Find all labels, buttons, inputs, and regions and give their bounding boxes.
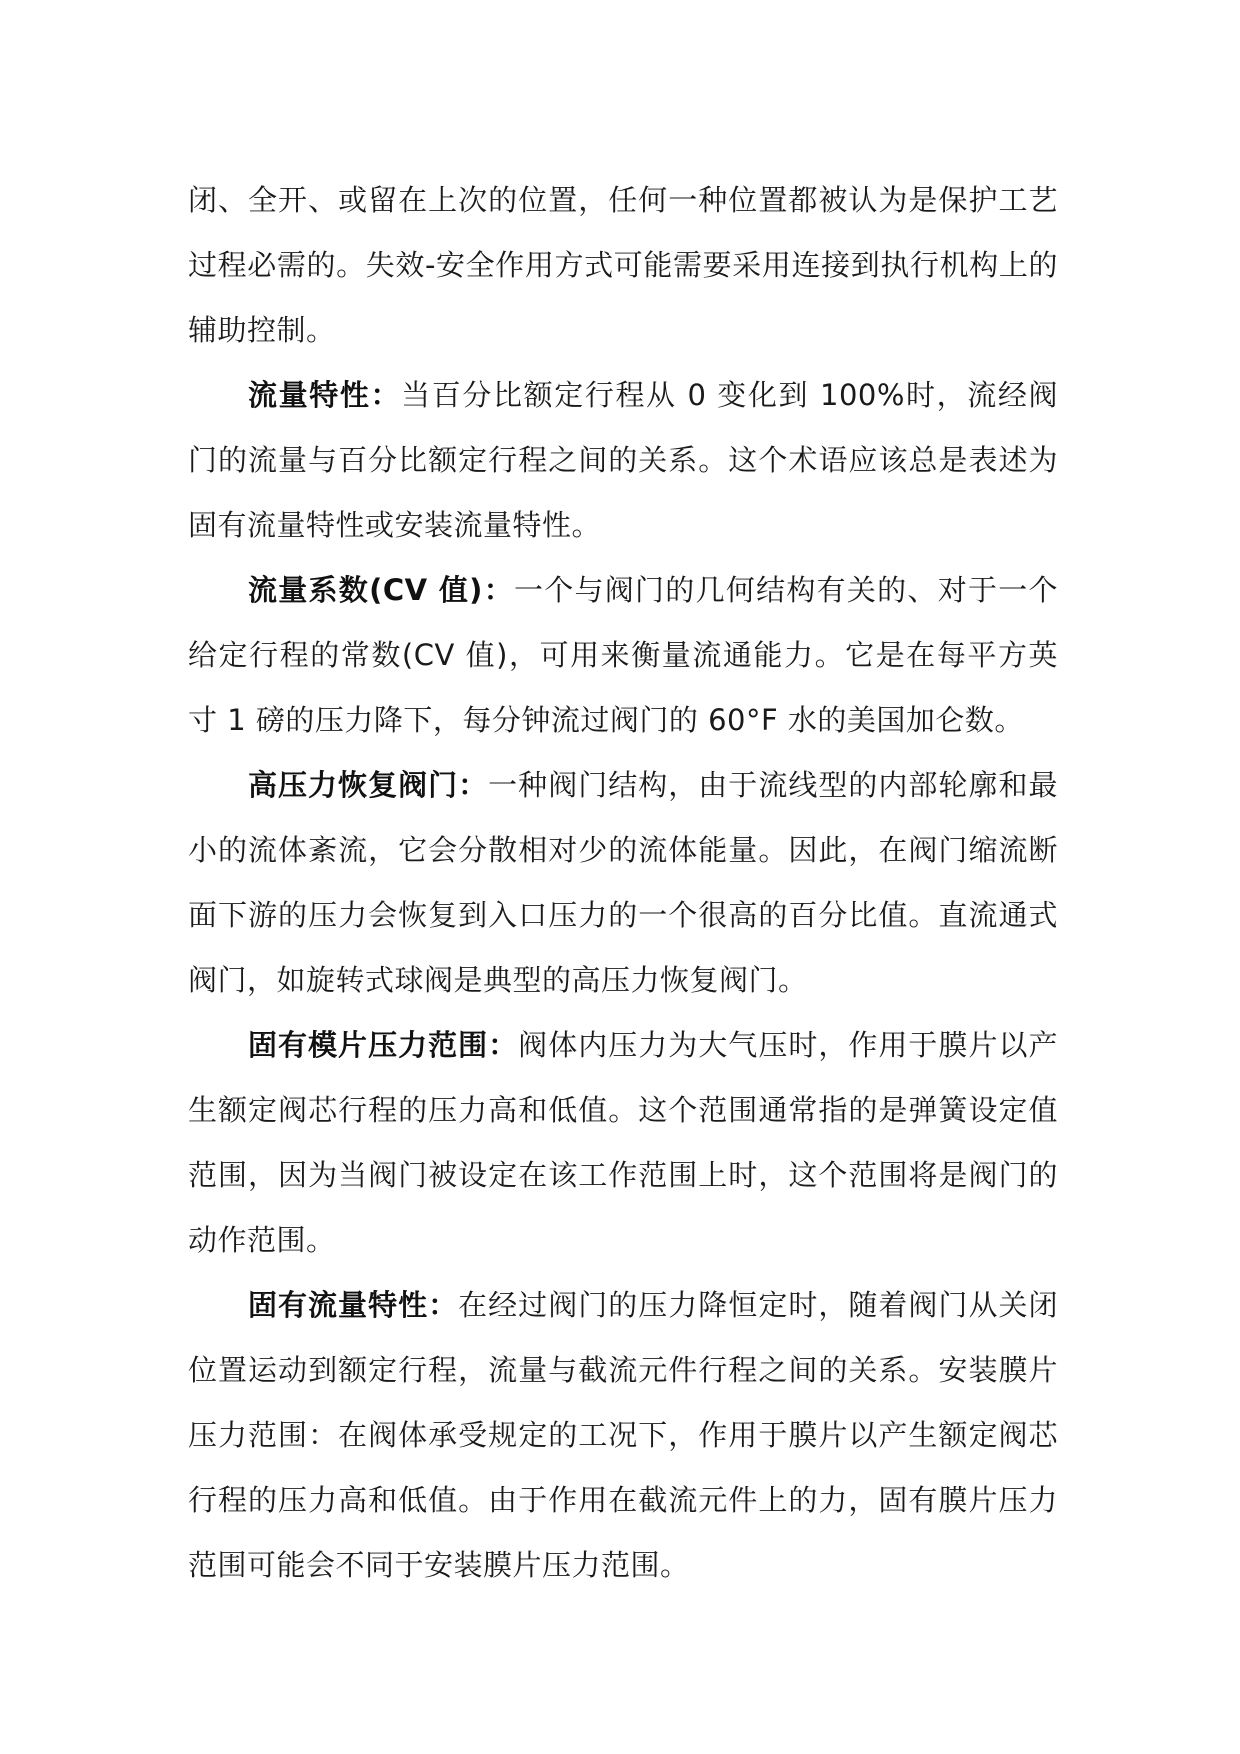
term-high-recovery-valve: 高压力恢复阀门： [248,768,489,802]
term-flow-characteristic: 流量特性： [248,378,402,412]
paragraph-text: 一个与阀门的几何结构有关的、对于一个给定行程的常数(CV 值)，可用来衡量流通能力。它是在每平方英寸 1 磅的压力降下，每分钟流过阀门的 60°F 水的美国加仑数。 [188,573,1058,737]
paragraph-flow-characteristic [188,363,1058,558]
paragraph-text: 阀体内压力为大气压时，作用于膜片以产生额定阀芯行程的压力高和低值。这个范围通常指的是弹簧设定值范围，因为当阀门被设定在该工作范围上时，这个范围将是阀门的动作范围。 [188,1028,1058,1257]
term-flow-coefficient: 流量系数(CV 值)： [248,573,514,607]
term-inherent-flow-characteristic: 固有流量特性： [248,1288,459,1322]
paragraph-text: 在经过阀门的压力降恒定时，随着阀门从关闭位置运动到额定行程，流量与截流元件行程之间的关系。安装膜片压力范围：在阀体承受规定的工况下，作用于膜片以产生额定阀芯行程的压力高和低值。由于作用在截流元件上的力，固有膜片压力范围可能会不同于安装膜片压力范围。 [188,1288,1058,1582]
paragraph-flow-coefficient [188,558,1058,753]
document-body [188,168,1058,1598]
paragraph-inherent-diaphragm-range [188,1013,1058,1273]
paragraph-continuation [188,168,1058,363]
paragraph-text: 闭、全开、或留在上次的位置，任何一种位置都被认为是保护工艺过程必需的。失效-安全作用方式可能需要采用连接到执行机构上的辅助控制。 [188,183,1058,347]
paragraph-inherent-flow-characteristic [188,1273,1058,1598]
term-inherent-diaphragm-range: 固有模片压力范围： [248,1028,519,1062]
paragraph-text: 一种阀门结构，由于流线型的内部轮廓和最小的流体紊流，它会分散相对少的流体能量。因此，在阀门缩流断面下游的压力会恢复到入口压力的一个很高的百分比值。直流通式阀门，如旋转式球阀是典型的高压力恢复阀门。 [188,768,1058,997]
paragraph-text: 当百分比额定行程从 0 变化到 100%时，流经阀门的流量与百分比额定行程之间的关系。这个术语应该总是表述为固有流量特性或安装流量特性。 [188,378,1058,542]
paragraph-high-recovery-valve [188,753,1058,1013]
